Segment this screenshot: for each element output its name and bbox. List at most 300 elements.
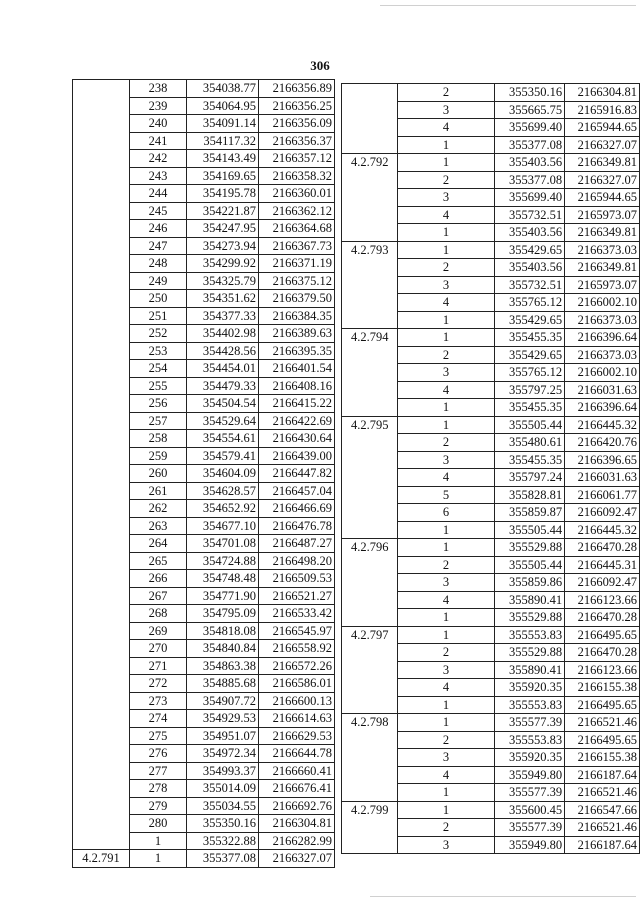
table-row	[73, 167, 335, 185]
point-number-cell: 258	[130, 430, 187, 448]
parcel-number-cell	[342, 136, 398, 154]
parcel-number-cell	[73, 430, 130, 448]
x-coordinate-cell: 354377.33	[187, 307, 259, 325]
parcel-number-cell	[73, 80, 130, 98]
y-coordinate-cell: 2166422.69	[259, 412, 335, 430]
parcel-number-cell	[73, 780, 130, 798]
parcel-number-cell	[73, 412, 130, 430]
table-row	[342, 189, 640, 207]
table-row	[73, 832, 335, 850]
y-coordinate-cell: 2166600.13	[259, 692, 335, 710]
x-coordinate-cell: 354325.79	[187, 272, 259, 290]
table-row	[73, 570, 335, 588]
x-coordinate-cell: 355403.56	[494, 224, 565, 242]
x-coordinate-cell: 354351.62	[187, 290, 259, 308]
y-coordinate-cell: 2166373.03	[565, 346, 640, 364]
point-number-cell: 271	[130, 657, 187, 675]
table-row	[73, 587, 335, 605]
point-number-cell: 3	[398, 276, 494, 294]
y-coordinate-cell: 2166123.66	[565, 591, 640, 609]
y-coordinate-cell: 2166395.35	[259, 342, 335, 360]
table-row	[73, 430, 335, 448]
table-row	[342, 679, 640, 697]
point-number-cell: 269	[130, 622, 187, 640]
y-coordinate-cell: 2166002.10	[565, 294, 640, 312]
x-coordinate-cell: 354273.94	[187, 237, 259, 255]
x-coordinate-cell: 355859.86	[494, 574, 565, 592]
y-coordinate-cell: 2166002.10	[565, 364, 640, 382]
y-coordinate-cell: 2166495.65	[565, 626, 640, 644]
y-coordinate-cell: 2165916.83	[565, 101, 640, 119]
y-coordinate-cell: 2166357.12	[259, 150, 335, 168]
y-coordinate-cell: 2166031.63	[565, 469, 640, 487]
parcel-number-cell	[73, 815, 130, 833]
y-coordinate-cell: 2166031.63	[565, 381, 640, 399]
parcel-number-cell	[342, 644, 398, 662]
table-row	[73, 535, 335, 553]
y-coordinate-cell: 2166356.25	[259, 97, 335, 115]
parcel-number-cell: 4.2.793	[342, 241, 398, 259]
y-coordinate-cell: 2166495.65	[565, 696, 640, 714]
point-number-cell: 2	[398, 556, 494, 574]
table-row	[342, 346, 640, 364]
table-row	[73, 80, 335, 98]
x-coordinate-cell: 355797.24	[494, 469, 565, 487]
y-coordinate-cell: 2166187.64	[565, 766, 640, 784]
parcel-number-cell	[73, 360, 130, 378]
y-coordinate-cell: 2166495.65	[565, 731, 640, 749]
point-number-cell: 266	[130, 570, 187, 588]
parcel-number-cell	[73, 395, 130, 413]
x-coordinate-cell: 355429.65	[494, 311, 565, 329]
y-coordinate-cell: 2166586.01	[259, 675, 335, 693]
y-coordinate-cell: 2166349.81	[565, 154, 640, 172]
x-coordinate-cell: 354221.87	[187, 202, 259, 220]
y-coordinate-cell: 2166282.99	[259, 832, 335, 850]
parcel-number-cell	[73, 132, 130, 150]
table-row	[73, 185, 335, 203]
coordinates-table-right	[341, 83, 640, 854]
table-row	[342, 451, 640, 469]
parcel-number-cell	[73, 797, 130, 815]
x-coordinate-cell: 354771.90	[187, 587, 259, 605]
parcel-number-cell	[342, 504, 398, 522]
point-number-cell: 2	[398, 171, 494, 189]
parcel-number-cell	[73, 150, 130, 168]
point-number-cell: 1	[398, 784, 494, 802]
x-coordinate-cell: 355949.80	[494, 766, 565, 784]
point-number-cell: 273	[130, 692, 187, 710]
y-coordinate-cell: 2166358.32	[259, 167, 335, 185]
point-number-cell: 256	[130, 395, 187, 413]
table-row	[342, 399, 640, 417]
y-coordinate-cell: 2166521.27	[259, 587, 335, 605]
x-coordinate-cell: 354504.54	[187, 395, 259, 413]
point-number-cell: 255	[130, 377, 187, 395]
parcel-number-cell	[73, 272, 130, 290]
point-number-cell: 1	[130, 850, 187, 868]
table-row	[342, 259, 640, 277]
parcel-number-cell	[73, 710, 130, 728]
x-coordinate-cell: 354840.84	[187, 640, 259, 658]
point-number-cell: 277	[130, 762, 187, 780]
y-coordinate-cell: 2166327.07	[565, 171, 640, 189]
parcel-number-cell	[342, 224, 398, 242]
x-coordinate-cell: 355322.88	[187, 832, 259, 850]
y-coordinate-cell: 2166349.81	[565, 259, 640, 277]
y-coordinate-cell: 2166364.68	[259, 220, 335, 238]
table-row	[73, 517, 335, 535]
parcel-number-cell	[73, 517, 130, 535]
y-coordinate-cell: 2166360.01	[259, 185, 335, 203]
x-coordinate-cell: 354907.72	[187, 692, 259, 710]
x-coordinate-cell: 354529.64	[187, 412, 259, 430]
y-coordinate-cell: 2166356.09	[259, 115, 335, 133]
parcel-number-cell	[342, 171, 398, 189]
table-row	[342, 469, 640, 487]
parcel-number-cell: 4.2.798	[342, 714, 398, 732]
table-row	[73, 412, 335, 430]
y-coordinate-cell: 2166487.27	[259, 535, 335, 553]
point-number-cell: 280	[130, 815, 187, 833]
table-row	[342, 136, 640, 154]
parcel-number-cell	[73, 675, 130, 693]
y-coordinate-cell: 2166401.54	[259, 360, 335, 378]
parcel-number-cell	[73, 535, 130, 553]
x-coordinate-cell: 355429.65	[494, 241, 565, 259]
point-number-cell: 1	[398, 539, 494, 557]
parcel-number-cell	[342, 521, 398, 539]
point-number-cell: 1	[398, 311, 494, 329]
parcel-number-cell	[73, 640, 130, 658]
table-row	[73, 657, 335, 675]
point-number-cell: 1	[398, 609, 494, 627]
table-row	[342, 311, 640, 329]
point-number-cell: 3	[398, 749, 494, 767]
table-row	[342, 364, 640, 382]
x-coordinate-cell: 355732.51	[494, 206, 565, 224]
table-row	[73, 307, 335, 325]
x-coordinate-cell: 355034.55	[187, 797, 259, 815]
x-coordinate-cell: 355403.56	[494, 259, 565, 277]
table-row	[73, 465, 335, 483]
x-coordinate-cell: 354195.78	[187, 185, 259, 203]
point-number-cell: 243	[130, 167, 187, 185]
parcel-number-cell	[73, 377, 130, 395]
point-number-cell: 6	[398, 504, 494, 522]
point-number-cell: 1	[398, 329, 494, 347]
point-number-cell: 4	[398, 206, 494, 224]
table-row	[73, 150, 335, 168]
parcel-number-cell	[342, 661, 398, 679]
table-row	[73, 675, 335, 693]
y-coordinate-cell: 2166447.82	[259, 465, 335, 483]
point-number-cell: 3	[398, 101, 494, 119]
table-row	[73, 132, 335, 150]
point-number-cell: 244	[130, 185, 187, 203]
table-row	[342, 836, 640, 854]
table-row	[73, 500, 335, 518]
parcel-number-cell	[342, 399, 398, 417]
x-coordinate-cell: 355455.35	[494, 399, 565, 417]
point-number-cell: 2	[398, 259, 494, 277]
y-coordinate-cell: 2166521.46	[565, 714, 640, 732]
point-number-cell: 241	[130, 132, 187, 150]
x-coordinate-cell: 355505.44	[494, 521, 565, 539]
table-row	[73, 692, 335, 710]
x-coordinate-cell: 355529.88	[494, 609, 565, 627]
table-row	[342, 539, 640, 557]
y-coordinate-cell: 2166371.19	[259, 255, 335, 273]
parcel-number-cell	[342, 259, 398, 277]
table-row	[73, 325, 335, 343]
x-coordinate-cell: 354143.49	[187, 150, 259, 168]
parcel-number-cell	[73, 307, 130, 325]
point-number-cell: 3	[398, 451, 494, 469]
point-number-cell: 1	[398, 241, 494, 259]
y-coordinate-cell: 2165973.07	[565, 276, 640, 294]
x-coordinate-cell: 355505.44	[494, 416, 565, 434]
parcel-number-cell	[342, 381, 398, 399]
parcel-number-cell: 4.2.796	[342, 539, 398, 557]
parcel-number-cell	[342, 276, 398, 294]
table-row	[73, 290, 335, 308]
table-row	[342, 101, 640, 119]
table-row	[342, 294, 640, 312]
point-number-cell: 1	[130, 832, 187, 850]
x-coordinate-cell: 354993.37	[187, 762, 259, 780]
table-row	[342, 609, 640, 627]
x-coordinate-cell: 354863.38	[187, 657, 259, 675]
table-row	[73, 762, 335, 780]
x-coordinate-cell: 354402.98	[187, 325, 259, 343]
point-number-cell: 3	[398, 364, 494, 382]
x-coordinate-cell: 354748.48	[187, 570, 259, 588]
y-coordinate-cell: 2166092.47	[565, 574, 640, 592]
parcel-number-cell	[342, 766, 398, 784]
y-coordinate-cell: 2166379.50	[259, 290, 335, 308]
x-coordinate-cell: 354677.10	[187, 517, 259, 535]
y-coordinate-cell: 2166327.07	[565, 136, 640, 154]
parcel-number-cell	[342, 189, 398, 207]
y-coordinate-cell: 2166367.73	[259, 237, 335, 255]
x-coordinate-cell: 355377.08	[494, 171, 565, 189]
x-coordinate-cell: 355890.41	[494, 661, 565, 679]
table-row	[73, 255, 335, 273]
parcel-number-cell	[73, 290, 130, 308]
parcel-number-cell	[73, 342, 130, 360]
parcel-number-cell	[342, 101, 398, 119]
point-number-cell: 1	[398, 714, 494, 732]
parcel-number-cell	[342, 784, 398, 802]
y-coordinate-cell: 2165944.65	[565, 189, 640, 207]
point-number-cell: 240	[130, 115, 187, 133]
x-coordinate-cell: 354701.08	[187, 535, 259, 553]
parcel-number-cell	[342, 294, 398, 312]
point-number-cell: 1	[398, 136, 494, 154]
x-coordinate-cell: 355350.16	[187, 815, 259, 833]
parcel-number-cell	[342, 696, 398, 714]
point-number-cell: 4	[398, 591, 494, 609]
table-row	[73, 97, 335, 115]
x-coordinate-cell: 355455.35	[494, 329, 565, 347]
point-number-cell: 3	[398, 836, 494, 854]
y-coordinate-cell: 2166396.65	[565, 451, 640, 469]
x-coordinate-cell: 355699.40	[494, 119, 565, 137]
point-number-cell: 264	[130, 535, 187, 553]
table-row	[342, 486, 640, 504]
parcel-number-cell	[73, 745, 130, 763]
x-coordinate-cell: 354554.61	[187, 430, 259, 448]
table-row	[73, 815, 335, 833]
y-coordinate-cell: 2166092.47	[565, 504, 640, 522]
point-number-cell: 1	[398, 399, 494, 417]
point-number-cell: 262	[130, 500, 187, 518]
table-row	[342, 241, 640, 259]
x-coordinate-cell: 355455.35	[494, 451, 565, 469]
table-row	[342, 154, 640, 172]
parcel-number-cell: 4.2.799	[342, 801, 398, 819]
point-number-cell: 245	[130, 202, 187, 220]
x-coordinate-cell: 355600.45	[494, 801, 565, 819]
point-number-cell: 3	[398, 661, 494, 679]
parcel-number-cell	[73, 482, 130, 500]
parcel-number-cell	[342, 206, 398, 224]
table-row	[342, 574, 640, 592]
table-row	[73, 622, 335, 640]
parcel-number-cell	[73, 500, 130, 518]
y-coordinate-cell: 2166521.46	[565, 784, 640, 802]
point-number-cell: 270	[130, 640, 187, 658]
y-coordinate-cell: 2165944.65	[565, 119, 640, 137]
table-row	[342, 819, 640, 837]
x-coordinate-cell: 354454.01	[187, 360, 259, 378]
table-row	[73, 850, 335, 868]
y-coordinate-cell: 2166470.28	[565, 644, 640, 662]
parcel-number-cell	[73, 552, 130, 570]
parcel-number-cell	[342, 364, 398, 382]
y-coordinate-cell: 2166356.89	[259, 80, 335, 98]
table-row	[342, 381, 640, 399]
page-number: 306	[310, 58, 330, 73]
table-row	[73, 395, 335, 413]
x-coordinate-cell: 354652.92	[187, 500, 259, 518]
x-coordinate-cell: 355577.39	[494, 819, 565, 837]
x-coordinate-cell: 354038.77	[187, 80, 259, 98]
point-number-cell: 261	[130, 482, 187, 500]
x-coordinate-cell: 355529.88	[494, 644, 565, 662]
x-coordinate-cell: 355797.25	[494, 381, 565, 399]
coordinates-table-left-body	[73, 80, 335, 868]
point-number-cell: 5	[398, 486, 494, 504]
table-row	[73, 272, 335, 290]
point-number-cell: 257	[130, 412, 187, 430]
point-number-cell: 3	[398, 189, 494, 207]
table-row	[342, 766, 640, 784]
parcel-number-cell	[342, 731, 398, 749]
parcel-number-cell	[342, 574, 398, 592]
table-row	[73, 780, 335, 798]
x-coordinate-cell: 355665.75	[494, 101, 565, 119]
parcel-number-cell	[73, 657, 130, 675]
table-row	[73, 640, 335, 658]
parcel-number-cell	[342, 819, 398, 837]
x-coordinate-cell: 354818.08	[187, 622, 259, 640]
y-coordinate-cell: 2166304.81	[259, 815, 335, 833]
x-coordinate-cell: 355529.88	[494, 539, 565, 557]
parcel-number-cell	[73, 97, 130, 115]
x-coordinate-cell: 355480.61	[494, 434, 565, 452]
point-number-cell: 251	[130, 307, 187, 325]
table-row	[73, 360, 335, 378]
x-coordinate-cell: 354117.32	[187, 132, 259, 150]
point-number-cell: 2	[398, 84, 494, 102]
point-number-cell: 2	[398, 644, 494, 662]
y-coordinate-cell: 2166445.31	[565, 556, 640, 574]
y-coordinate-cell: 2166327.07	[259, 850, 335, 868]
point-number-cell: 4	[398, 119, 494, 137]
x-coordinate-cell: 354795.09	[187, 605, 259, 623]
point-number-cell: 4	[398, 766, 494, 784]
x-coordinate-cell: 355859.87	[494, 504, 565, 522]
x-coordinate-cell: 354972.34	[187, 745, 259, 763]
y-coordinate-cell: 2166375.12	[259, 272, 335, 290]
table-row	[73, 727, 335, 745]
point-number-cell: 279	[130, 797, 187, 815]
y-coordinate-cell: 2166061.77	[565, 486, 640, 504]
y-coordinate-cell: 2166547.66	[565, 801, 640, 819]
y-coordinate-cell: 2166155.38	[565, 679, 640, 697]
x-coordinate-cell: 354628.57	[187, 482, 259, 500]
table-row	[342, 696, 640, 714]
parcel-number-cell: 4.2.792	[342, 154, 398, 172]
parcel-number-cell	[73, 115, 130, 133]
x-coordinate-cell: 354479.33	[187, 377, 259, 395]
y-coordinate-cell: 2166521.46	[565, 819, 640, 837]
table-row	[73, 710, 335, 728]
y-coordinate-cell: 2166629.53	[259, 727, 335, 745]
parcel-number-cell: 4.2.794	[342, 329, 398, 347]
x-coordinate-cell: 355765.12	[494, 364, 565, 382]
y-coordinate-cell: 2166430.64	[259, 430, 335, 448]
y-coordinate-cell: 2166445.32	[565, 416, 640, 434]
parcel-number-cell	[342, 346, 398, 364]
parcel-number-cell	[73, 167, 130, 185]
point-number-cell: 1	[398, 154, 494, 172]
parcel-number-cell	[342, 749, 398, 767]
y-coordinate-cell: 2166466.69	[259, 500, 335, 518]
x-coordinate-cell: 355014.09	[187, 780, 259, 798]
table-row	[73, 377, 335, 395]
point-number-cell: 274	[130, 710, 187, 728]
point-number-cell: 250	[130, 290, 187, 308]
table-row	[342, 661, 640, 679]
point-number-cell: 247	[130, 237, 187, 255]
table-row	[342, 801, 640, 819]
parcel-number-cell: 4.2.795	[342, 416, 398, 434]
parcel-number-cell	[342, 434, 398, 452]
point-number-cell: 1	[398, 696, 494, 714]
coordinates-table-right-body	[342, 84, 640, 854]
x-coordinate-cell: 355828.81	[494, 486, 565, 504]
x-coordinate-cell: 354247.95	[187, 220, 259, 238]
point-number-cell: 1	[398, 521, 494, 539]
x-coordinate-cell: 355890.41	[494, 591, 565, 609]
y-coordinate-cell: 2166373.03	[565, 311, 640, 329]
y-coordinate-cell: 2166349.81	[565, 224, 640, 242]
table-row	[342, 276, 640, 294]
point-number-cell: 249	[130, 272, 187, 290]
